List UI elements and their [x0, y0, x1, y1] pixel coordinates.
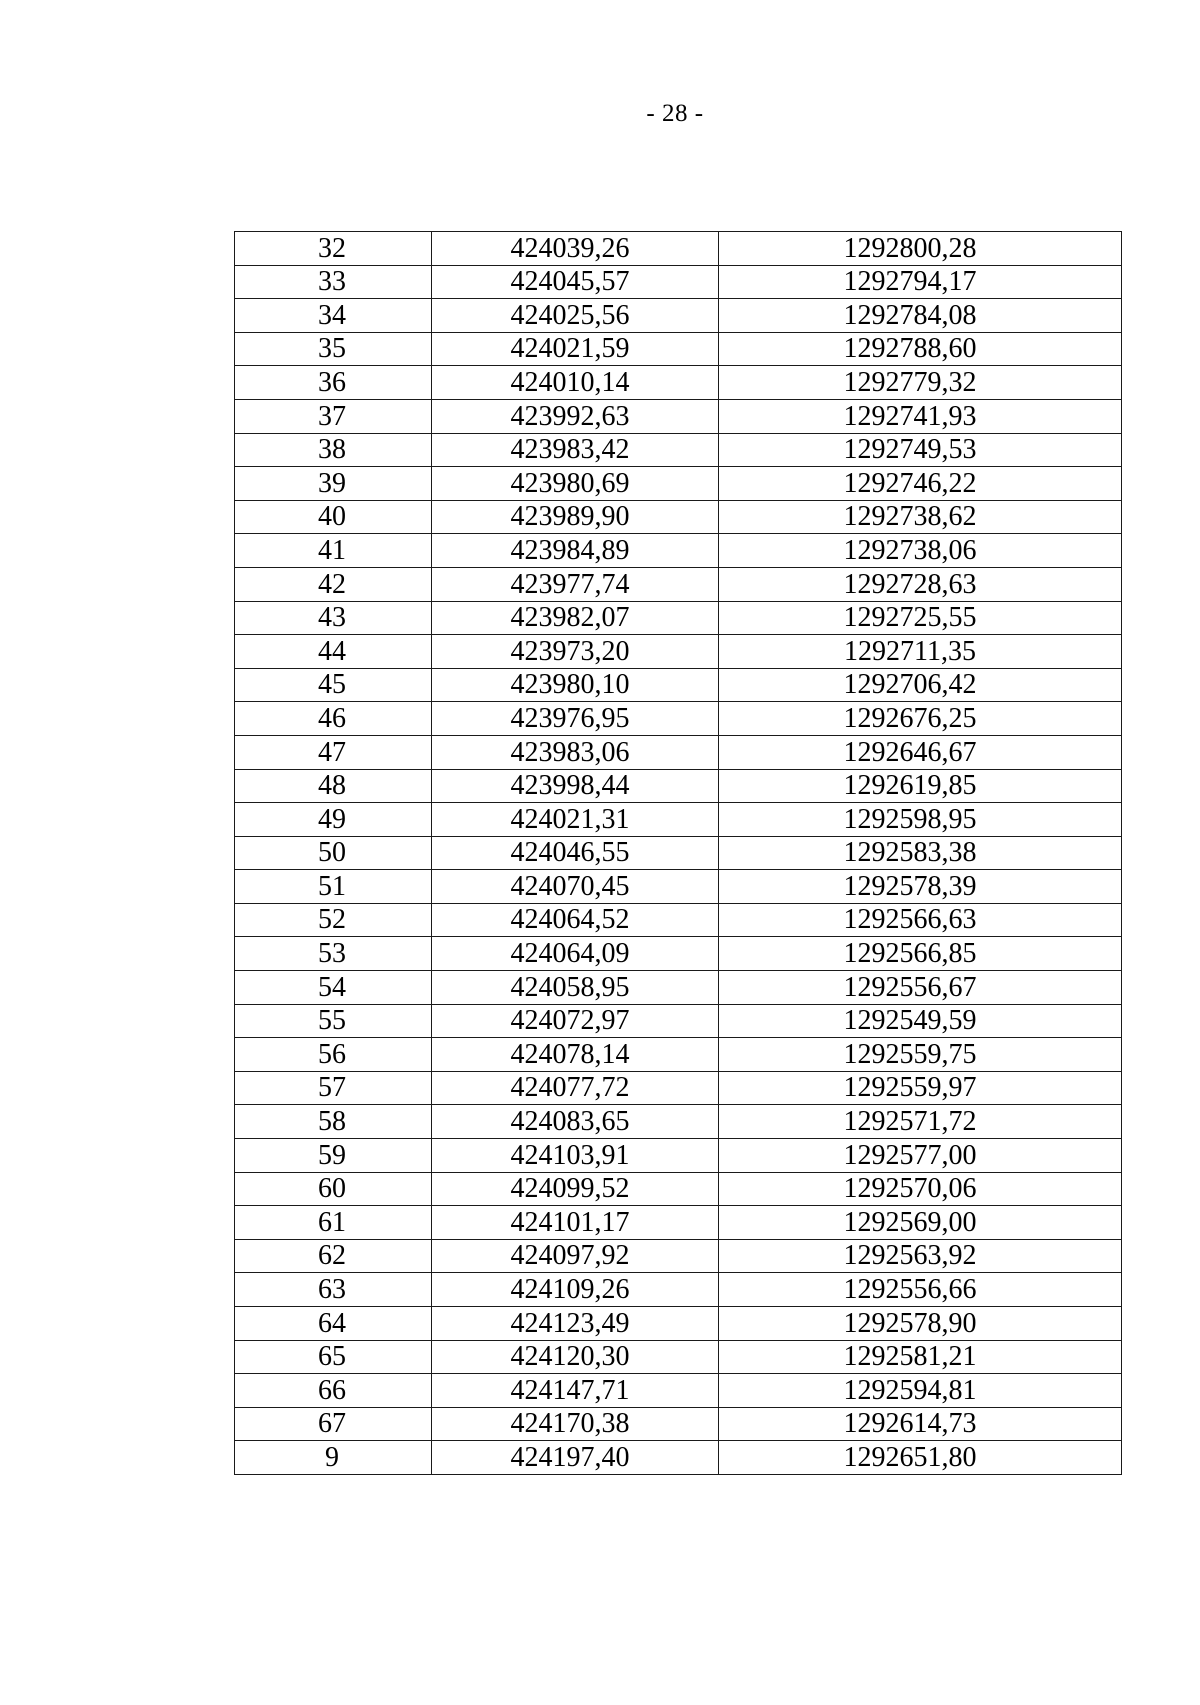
table-row: [235, 1407, 1122, 1441]
x-coordinate-cell: 424120,30: [432, 1340, 719, 1374]
y-coordinate-cell: 1292749,53: [719, 433, 1122, 467]
x-coordinate-cell: 423982,07: [432, 601, 719, 635]
table-row: [235, 332, 1122, 366]
page-number: - 28 -: [646, 100, 704, 127]
y-coordinate-cell: 1292676,25: [719, 702, 1122, 736]
y-coordinate-cell: 1292583,38: [719, 836, 1122, 870]
y-coordinate-cell: 1292800,28: [719, 232, 1122, 266]
table-row: [235, 1038, 1122, 1072]
y-coordinate-cell: 1292569,00: [719, 1206, 1122, 1240]
x-coordinate-cell: 424039,26: [432, 232, 719, 266]
x-coordinate-cell: 424064,09: [432, 937, 719, 971]
x-coordinate-cell: 423983,06: [432, 735, 719, 769]
y-coordinate-cell: 1292779,32: [719, 366, 1122, 400]
y-coordinate-cell: 1292794,17: [719, 265, 1122, 299]
y-coordinate-cell: 1292556,66: [719, 1273, 1122, 1307]
table-row: [235, 534, 1122, 568]
x-coordinate-cell: 424058,95: [432, 971, 719, 1005]
y-coordinate-cell: 1292725,55: [719, 601, 1122, 635]
table-row: [235, 1139, 1122, 1173]
y-coordinate-cell: 1292570,06: [719, 1172, 1122, 1206]
point-number-cell: 63: [235, 1273, 432, 1307]
point-number-cell: 50: [235, 836, 432, 870]
x-coordinate-cell: 424123,49: [432, 1307, 719, 1341]
table-row: [235, 1441, 1122, 1475]
y-coordinate-cell: 1292549,59: [719, 1004, 1122, 1038]
x-coordinate-cell: 423976,95: [432, 702, 719, 736]
y-coordinate-cell: 1292598,95: [719, 803, 1122, 837]
y-coordinate-cell: 1292563,92: [719, 1239, 1122, 1273]
x-coordinate-cell: 423980,10: [432, 668, 719, 702]
x-coordinate-cell: 423980,69: [432, 467, 719, 501]
x-coordinate-cell: 424021,31: [432, 803, 719, 837]
point-number-cell: 37: [235, 399, 432, 433]
table-row: [235, 870, 1122, 904]
y-coordinate-cell: 1292559,75: [719, 1038, 1122, 1072]
x-coordinate-cell: 423998,44: [432, 769, 719, 803]
point-number-cell: 64: [235, 1307, 432, 1341]
table-row: [235, 635, 1122, 669]
table-row: [235, 1374, 1122, 1408]
x-coordinate-cell: 424078,14: [432, 1038, 719, 1072]
y-coordinate-cell: 1292594,81: [719, 1374, 1122, 1408]
point-number-cell: 59: [235, 1139, 432, 1173]
table-row: [235, 433, 1122, 467]
point-number-cell: 49: [235, 803, 432, 837]
table-row: [235, 735, 1122, 769]
x-coordinate-cell: 423992,63: [432, 399, 719, 433]
point-number-cell: 52: [235, 903, 432, 937]
y-coordinate-cell: 1292711,35: [719, 635, 1122, 669]
x-coordinate-cell: 424072,97: [432, 1004, 719, 1038]
x-coordinate-cell: 423977,74: [432, 567, 719, 601]
point-number-cell: 56: [235, 1038, 432, 1072]
y-coordinate-cell: 1292646,67: [719, 735, 1122, 769]
point-number-cell: 53: [235, 937, 432, 971]
table-row: [235, 366, 1122, 400]
y-coordinate-cell: 1292581,21: [719, 1340, 1122, 1374]
x-coordinate-cell: 424197,40: [432, 1441, 719, 1475]
y-coordinate-cell: 1292556,67: [719, 971, 1122, 1005]
x-coordinate-cell: 423989,90: [432, 500, 719, 534]
x-coordinate-cell: 424070,45: [432, 870, 719, 904]
x-coordinate-cell: 423973,20: [432, 635, 719, 669]
point-number-cell: 39: [235, 467, 432, 501]
point-number-cell: 43: [235, 601, 432, 635]
table-row: [235, 836, 1122, 870]
point-number-cell: 9: [235, 1441, 432, 1475]
y-coordinate-cell: 1292578,90: [719, 1307, 1122, 1341]
coordinates-table-body: [235, 232, 1122, 1475]
y-coordinate-cell: 1292788,60: [719, 332, 1122, 366]
y-coordinate-cell: 1292706,42: [719, 668, 1122, 702]
y-coordinate-cell: 1292738,62: [719, 500, 1122, 534]
y-coordinate-cell: 1292746,22: [719, 467, 1122, 501]
point-number-cell: 61: [235, 1206, 432, 1240]
x-coordinate-cell: 424083,65: [432, 1105, 719, 1139]
y-coordinate-cell: 1292614,73: [719, 1407, 1122, 1441]
table-row: [235, 937, 1122, 971]
y-coordinate-cell: 1292619,85: [719, 769, 1122, 803]
y-coordinate-cell: 1292728,63: [719, 567, 1122, 601]
x-coordinate-cell: 424101,17: [432, 1206, 719, 1240]
table-row: [235, 971, 1122, 1005]
table-row: [235, 668, 1122, 702]
x-coordinate-cell: 424046,55: [432, 836, 719, 870]
table-row: [235, 1239, 1122, 1273]
x-coordinate-cell: 423984,89: [432, 534, 719, 568]
x-coordinate-cell: 424025,56: [432, 299, 719, 333]
point-number-cell: 32: [235, 232, 432, 266]
point-number-cell: 65: [235, 1340, 432, 1374]
y-coordinate-cell: 1292784,08: [719, 299, 1122, 333]
table-row: [235, 299, 1122, 333]
x-coordinate-cell: 424097,92: [432, 1239, 719, 1273]
x-coordinate-cell: 424010,14: [432, 366, 719, 400]
table-row: [235, 467, 1122, 501]
table-row: [235, 903, 1122, 937]
table-row: [235, 601, 1122, 635]
y-coordinate-cell: 1292566,63: [719, 903, 1122, 937]
x-coordinate-cell: 423983,42: [432, 433, 719, 467]
table-row: [235, 1273, 1122, 1307]
point-number-cell: 45: [235, 668, 432, 702]
point-number-cell: 60: [235, 1172, 432, 1206]
table-row: [235, 702, 1122, 736]
table-row: [235, 500, 1122, 534]
y-coordinate-cell: 1292571,72: [719, 1105, 1122, 1139]
y-coordinate-cell: 1292578,39: [719, 870, 1122, 904]
table-row: [235, 265, 1122, 299]
table-row: [235, 1206, 1122, 1240]
point-number-cell: 58: [235, 1105, 432, 1139]
table-row: [235, 1172, 1122, 1206]
point-number-cell: 62: [235, 1239, 432, 1273]
x-coordinate-cell: 424109,26: [432, 1273, 719, 1307]
point-number-cell: 34: [235, 299, 432, 333]
point-number-cell: 66: [235, 1374, 432, 1408]
table-row: [235, 1307, 1122, 1341]
point-number-cell: 51: [235, 870, 432, 904]
y-coordinate-cell: 1292651,80: [719, 1441, 1122, 1475]
table-row: [235, 232, 1122, 266]
point-number-cell: 36: [235, 366, 432, 400]
point-number-cell: 35: [235, 332, 432, 366]
y-coordinate-cell: 1292566,85: [719, 937, 1122, 971]
point-number-cell: 33: [235, 265, 432, 299]
table-row: [235, 1004, 1122, 1038]
point-number-cell: 48: [235, 769, 432, 803]
x-coordinate-cell: 424064,52: [432, 903, 719, 937]
point-number-cell: 55: [235, 1004, 432, 1038]
coordinates-table: [234, 231, 1122, 1475]
point-number-cell: 40: [235, 500, 432, 534]
x-coordinate-cell: 424077,72: [432, 1071, 719, 1105]
y-coordinate-cell: 1292741,93: [719, 399, 1122, 433]
table-row: [235, 1105, 1122, 1139]
x-coordinate-cell: 424170,38: [432, 1407, 719, 1441]
point-number-cell: 44: [235, 635, 432, 669]
table-row: [235, 769, 1122, 803]
point-number-cell: 57: [235, 1071, 432, 1105]
table-row: [235, 1071, 1122, 1105]
x-coordinate-cell: 424045,57: [432, 265, 719, 299]
table-row: [235, 803, 1122, 837]
point-number-cell: 47: [235, 735, 432, 769]
x-coordinate-cell: 424099,52: [432, 1172, 719, 1206]
point-number-cell: 67: [235, 1407, 432, 1441]
point-number-cell: 38: [235, 433, 432, 467]
x-coordinate-cell: 424021,59: [432, 332, 719, 366]
point-number-cell: 41: [235, 534, 432, 568]
point-number-cell: 54: [235, 971, 432, 1005]
table-row: [235, 567, 1122, 601]
y-coordinate-cell: 1292738,06: [719, 534, 1122, 568]
x-coordinate-cell: 424103,91: [432, 1139, 719, 1173]
x-coordinate-cell: 424147,71: [432, 1374, 719, 1408]
y-coordinate-cell: 1292577,00: [719, 1139, 1122, 1173]
point-number-cell: 42: [235, 567, 432, 601]
table-row: [235, 1340, 1122, 1374]
point-number-cell: 46: [235, 702, 432, 736]
y-coordinate-cell: 1292559,97: [719, 1071, 1122, 1105]
table-row: [235, 399, 1122, 433]
